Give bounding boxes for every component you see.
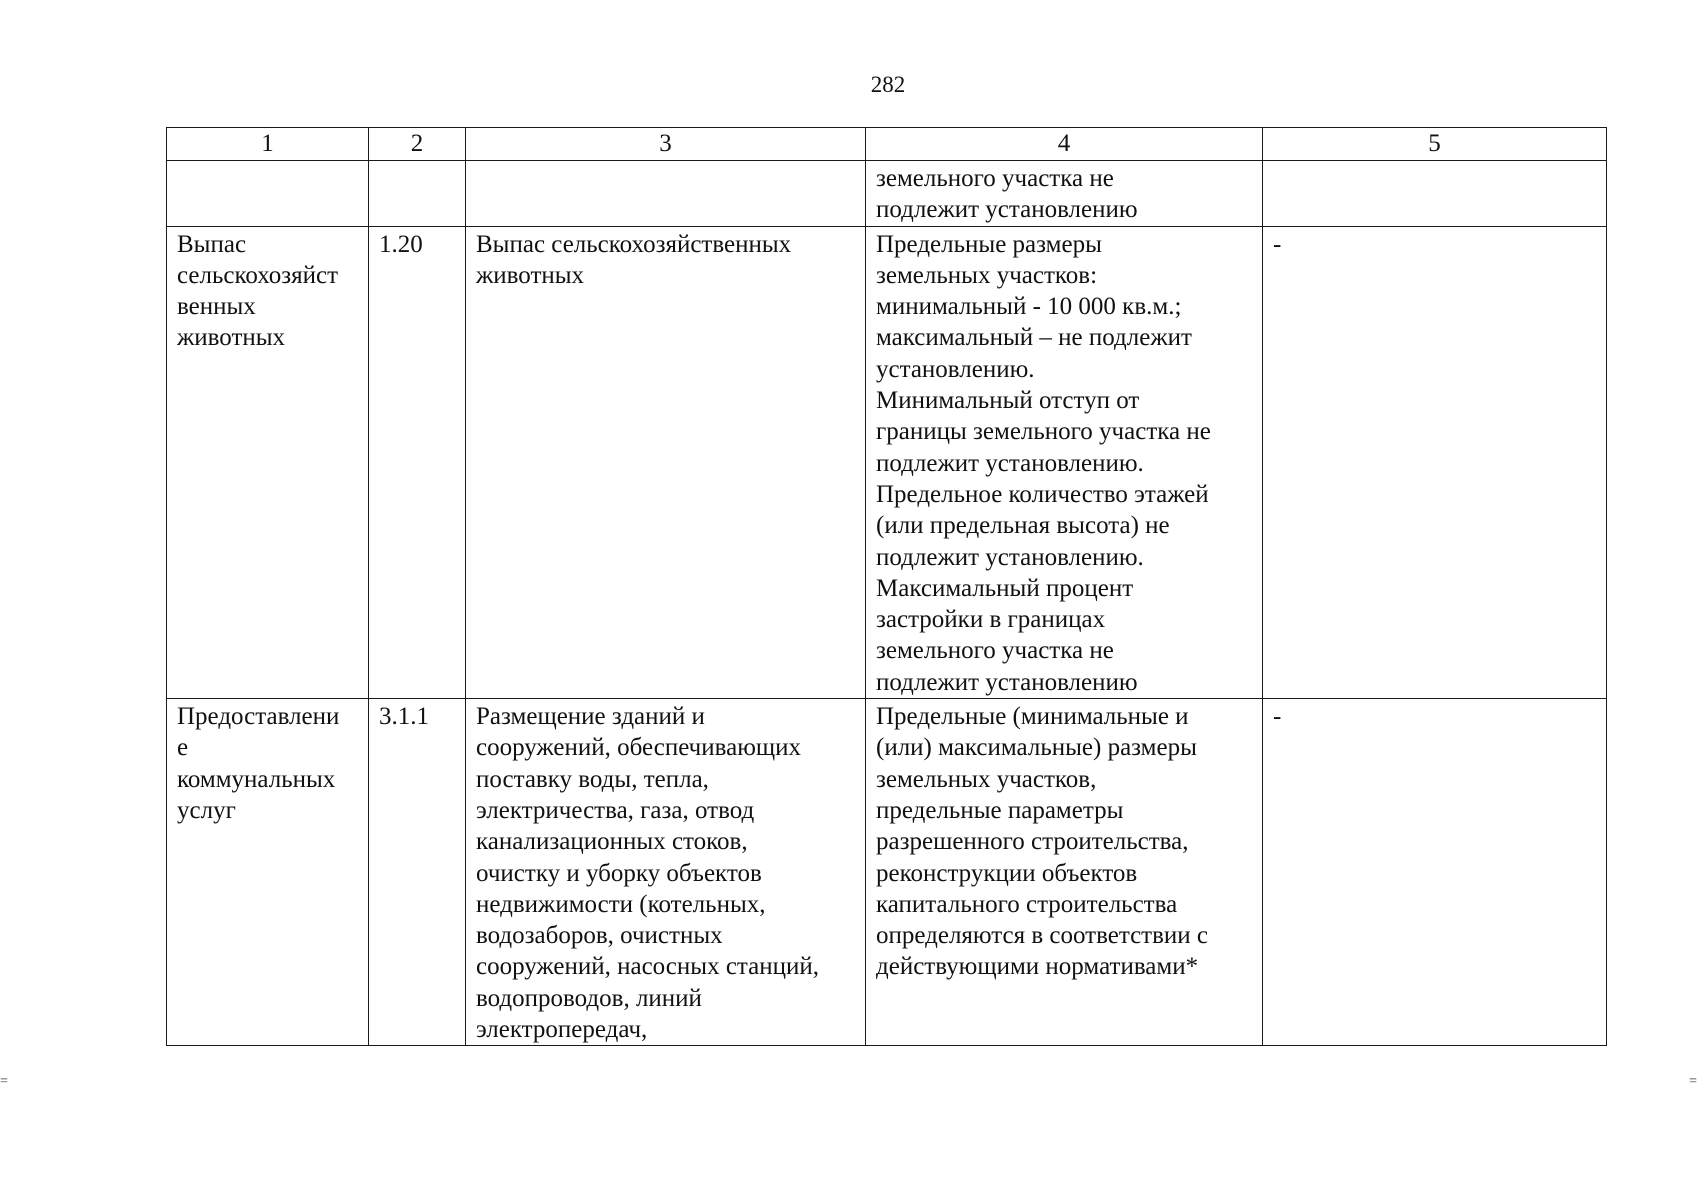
use-description-cell: Выпас сельскохозяйственных животных	[466, 226, 866, 698]
use-type-name-cell: Предоставлени е коммунальных услуг	[167, 699, 369, 1046]
table-row	[167, 161, 1607, 227]
restrictions-cell: -	[1263, 699, 1607, 1046]
use-code-cell	[369, 161, 466, 227]
header-cell-5: 5	[1263, 128, 1607, 161]
use-type-name-cell	[167, 161, 369, 227]
left-edge-mark: =	[0, 1074, 8, 1089]
parameters-cell: Предельные (минимальные и (или) максимальные) размеры земельных участков, предельные параметры разрешенного строительства, реконструкции объектов капитального строительства определяются в соответствии с действующими нормативами*	[866, 699, 1263, 1046]
restrictions-cell: -	[1263, 226, 1607, 698]
regulations-table	[166, 127, 1607, 1046]
use-code-cell: 1.20	[369, 226, 466, 698]
table-row	[167, 699, 1607, 1046]
use-type-name-cell: Выпас сельскохозяйст венных животных	[167, 226, 369, 698]
use-description-cell	[466, 161, 866, 227]
header-cell-2: 2	[369, 128, 466, 161]
header-cell-4: 4	[866, 128, 1263, 161]
use-description-cell: Размещение зданий и сооружений, обеспечивающих поставку воды, тепла, электричества, газа, отвод канализационных стоков, очистку и уборку объектов недвижимости (котельных, водозаборов, очистных сооружений, насосных станций, водопроводов, линий электропередач,	[466, 699, 866, 1046]
parameters-cell: Предельные размеры земельных участков: минимальный - 10 000 кв.м.; максимальный – не подлежит установлению. Минимальный отступ от границы земельного участка не подлежит установлению. Предельное количество этажей (или предельная высота) не подлежит установлению. Максимальный процент застройки в границах земельного участка не подлежит установлению	[866, 226, 1263, 698]
table-header-row	[167, 128, 1607, 161]
header-cell-3: 3	[466, 128, 866, 161]
page-number: 282	[870, 72, 906, 97]
use-code-cell: 3.1.1	[369, 699, 466, 1046]
parameters-cell: земельного участка не подлежит установлению	[866, 161, 1263, 227]
table-row	[167, 226, 1607, 698]
header-cell-1: 1	[167, 128, 369, 161]
right-edge-mark: =	[1689, 1074, 1697, 1089]
restrictions-cell	[1263, 161, 1607, 227]
